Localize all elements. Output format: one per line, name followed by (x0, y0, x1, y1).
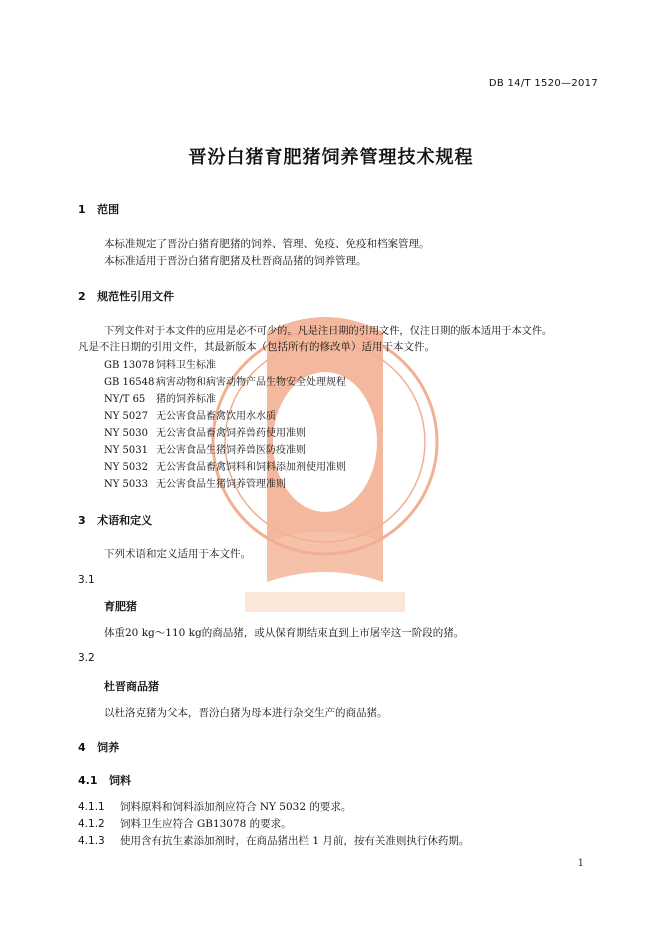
reference-code: NY 5027 (104, 411, 148, 422)
standard-number: DB 14/T 1520—2017 (488, 78, 598, 89)
section-number: 1 (78, 203, 86, 216)
clause-item (78, 816, 292, 831)
section-2-heading (78, 288, 174, 304)
paragraph: 本标准规定了晋汾白猪育肥猪的饲养、管理、免疫、免疫和档案管理。 (104, 238, 430, 250)
section-number: 3 (78, 514, 86, 527)
reference-code: NY 5031 (104, 445, 148, 456)
subsection-number: 4.1 (78, 774, 98, 787)
section-title: 范围 (97, 203, 120, 216)
reference-code: NY 5032 (104, 462, 148, 473)
reference-code: GB 13078 (104, 360, 155, 371)
section-1-heading (78, 201, 119, 217)
reference-item (104, 356, 216, 371)
section-title: 规范性引用文件 (97, 290, 175, 303)
reference-code: NY 5030 (104, 428, 148, 439)
reference-code: GB 16548 (104, 377, 155, 388)
reference-item (104, 475, 286, 490)
subsection-heading (78, 772, 131, 788)
clause-text: 饲料卫生应符合 GB13078 的要求。 (120, 818, 292, 830)
paragraph: 下列术语和定义适用于本文件。 (104, 548, 251, 560)
clause-number: 4.1.1 (78, 801, 105, 813)
reference-item (104, 390, 216, 405)
reference-name: 病害动物和病害动物产品生物安全处理规程 (156, 377, 346, 388)
document-title: 晋汾白猪育肥猪饲养管理技术规程 (188, 147, 474, 168)
reference-item (104, 373, 346, 388)
term-number: 3.2 (78, 652, 95, 664)
clause-item (78, 833, 469, 848)
section-4-heading (78, 739, 119, 755)
reference-name: 无公害食品生猪饲养兽医防疫准则 (156, 445, 306, 456)
reference-name: 无公害食品畜禽饮用水水质 (156, 411, 276, 422)
reference-item (104, 407, 276, 422)
clause-text: 饲料原料和饲料添加剂应符合 NY 5032 的要求。 (120, 801, 352, 813)
reference-item (104, 441, 306, 456)
section-title: 术语和定义 (97, 514, 153, 527)
reference-name: 饲料卫生标准 (156, 360, 216, 371)
term-number: 3.1 (78, 574, 95, 586)
term-definition: 以杜洛克猪为父本，晋汾白猪为母本进行杂交生产的商品猪。 (104, 707, 388, 719)
section-3-heading (78, 512, 152, 528)
reference-name: 猪的饲养标准 (156, 394, 216, 405)
term-name: 育肥猪 (104, 600, 137, 613)
reference-name: 无公害食品生猪饲养管理准则 (156, 479, 286, 490)
section-title: 饲养 (97, 741, 120, 754)
reference-code: NY/T 65 (104, 394, 146, 405)
paragraph: 下列文件对于本文件的应用是必不可少的。凡是注日期的引用文件，仅注日期的版本适用于本文件。 (104, 326, 553, 337)
clause-number: 4.1.3 (78, 835, 105, 847)
term-name: 杜晋商品猪 (104, 680, 159, 693)
reference-code: NY 5033 (104, 479, 148, 490)
reference-name: 无公害食品畜禽饲养兽药使用准则 (156, 428, 306, 439)
section-number: 2 (78, 290, 86, 303)
clause-text: 使用含有抗生素添加剂时，在商品猪出栏 1 月前，按有关准则执行休药期。 (120, 835, 470, 847)
reference-item (104, 424, 306, 439)
paragraph: 凡是不注日期的引用文件，其最新版本（包括所有的修改单）适用于本文件。 (78, 341, 435, 353)
reference-item (104, 458, 346, 473)
section-number: 4 (78, 741, 86, 754)
clause-item (78, 799, 351, 814)
clause-number: 4.1.2 (78, 818, 105, 830)
reference-name: 无公害食品畜禽饲料和饲料添加剂使用准则 (156, 462, 346, 473)
paragraph: 本标准适用于晋汾白猪育肥猪及杜晋商品猪的饲养管理。 (104, 255, 367, 267)
term-definition: 体重20 kg～110 kg的商品猪，或从保育期结束直到上市屠宰这一阶段的猪。 (104, 627, 465, 639)
page-number: 1 (577, 858, 584, 869)
subsection-title: 饲料 (109, 774, 131, 787)
